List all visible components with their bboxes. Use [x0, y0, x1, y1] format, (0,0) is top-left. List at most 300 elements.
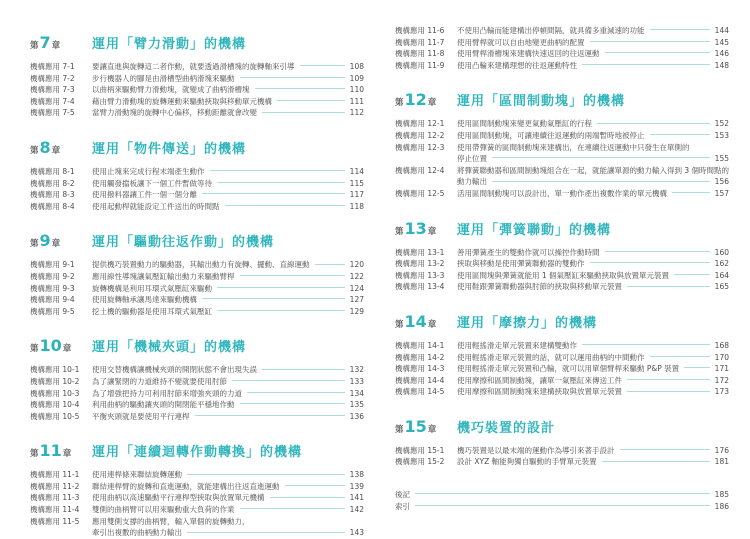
- entry-line: [92, 96, 364, 108]
- entry-line: [457, 375, 729, 387]
- entry-lines: [457, 247, 729, 259]
- entry-lines: [457, 118, 729, 130]
- leader-line: [627, 286, 710, 287]
- entry-title: 使用交替機構讓機械夾頭的開閉狀態不會出現失誤: [92, 365, 257, 375]
- entry-line: [457, 188, 729, 200]
- entry-number-label: 機構應用 13-4: [395, 282, 445, 292]
- page-number: 111: [349, 96, 364, 106]
- toc-entry: [30, 178, 364, 190]
- chapter-heading: [30, 138, 364, 157]
- entry-title: 挾取與移動是使用彈簧聯動器的雙動作: [457, 259, 585, 269]
- entry-number-label: 機構應用 12-5: [395, 188, 445, 198]
- chapter-number: 15: [404, 416, 427, 436]
- page-number: 171: [714, 364, 729, 374]
- toc-entry: [30, 73, 364, 85]
- chapter-number: 10: [39, 336, 62, 356]
- entry-lines: [92, 73, 364, 85]
- chapter-prefix-label: 第: [30, 344, 39, 355]
- entry-title: 使用輕搖滑走單元裝置的話，就可以運用曲柄的中間動作: [457, 352, 645, 362]
- leader-line: [255, 88, 345, 89]
- entry-title: 將彈簧聯動器和區間制動塊組合在一起，就能讓單源的動力輸入得到 3 個時間點的: [457, 165, 730, 175]
- leader-line: [590, 41, 710, 42]
- entry-title: 使用輕搖滑走單元裝置來建構雙動作: [457, 340, 577, 350]
- chapter-number: 9: [39, 231, 51, 251]
- entry-number-label: 機構應用 8-2: [30, 178, 75, 188]
- page-number: 168: [714, 340, 729, 350]
- chapter-prefix-label: 第: [30, 145, 39, 156]
- entry-title: 當臂力滑動塊的旋轉中心偏移，移動距離就會改變: [92, 108, 257, 118]
- toc-entry: [395, 118, 729, 130]
- leader-line: [650, 134, 710, 135]
- leader-line: [270, 497, 345, 498]
- toc-entry: [395, 25, 729, 37]
- chapter-suffix-label: 章: [427, 424, 437, 435]
- entry-number-label: 機構應用 9-2: [30, 271, 75, 281]
- entry-number-label: 機構應用 11-8: [395, 49, 445, 59]
- entry-lines: [457, 386, 729, 398]
- page-number: 110: [349, 85, 364, 95]
- entry-title: 步行機器人的腳是由滑槽型曲柄滑塊來驅動: [92, 73, 235, 83]
- entry-lines: [92, 492, 364, 504]
- entry-number-label: 機構應用 12-4: [395, 165, 445, 175]
- entry-number-label: 機構應用 15-2: [395, 457, 445, 467]
- entry-line: [92, 61, 364, 73]
- page-number: 117: [349, 190, 364, 200]
- page-number: 165: [714, 282, 729, 292]
- page-number: 186: [714, 501, 729, 511]
- chapter-heading: [30, 336, 364, 355]
- toc-entry: [30, 259, 364, 271]
- entry-title: 使用區間制動塊來變更氣動氣壓缸的行程: [457, 119, 592, 129]
- leader-line: [240, 77, 345, 78]
- entry-title: 不使用凸輪而能建構出停頓間隔，就具備多重減速的功能: [457, 26, 645, 35]
- entry-title: 應用雙側支撐的曲柄臂，輸入單個的旋轉動力，: [92, 516, 250, 526]
- entry-lines: [457, 445, 729, 457]
- entry-lines: [457, 188, 729, 200]
- leader-line: [217, 310, 345, 311]
- leader-line: [415, 505, 710, 506]
- page-number: 160: [714, 247, 729, 257]
- toc-entry: [30, 388, 364, 400]
- entry-lines: [92, 259, 364, 271]
- leader-line: [597, 123, 710, 124]
- page-number: 152: [714, 119, 729, 129]
- entry-title: 使用摩擦和區間制動塊，讓單一氣壓缸來傳送工件: [457, 375, 622, 385]
- toc-entry: [395, 501, 729, 513]
- entry-lines: [92, 399, 364, 411]
- toc-entry: [395, 60, 729, 72]
- toc-entry: [30, 492, 364, 504]
- leader-line: [582, 344, 710, 345]
- page-number: 138: [349, 470, 364, 480]
- entry-title: 動力輸出: [457, 177, 487, 187]
- toc-entry: [30, 469, 364, 481]
- entry-title: 使用旋轉軸承讓馬達來驅動機構: [92, 295, 197, 305]
- entry-line: [92, 527, 364, 539]
- entry-line: [457, 340, 729, 352]
- entry-title: 使用帶彈簧的區間制動塊來建構出，在連續往返運動中只發生在單側的: [457, 142, 690, 152]
- leader-line: [202, 193, 345, 194]
- entry-number-label: 機構應用 9-1: [30, 260, 75, 270]
- leader-line: [247, 392, 345, 393]
- chapter-heading: [30, 231, 364, 250]
- leader-line: [240, 403, 345, 404]
- entry-line: [92, 306, 364, 318]
- toc-entry: [395, 142, 729, 165]
- chapter-prefix-label: 第: [30, 239, 39, 250]
- page-number: 185: [714, 490, 729, 500]
- entry-line: [395, 489, 729, 501]
- chapter-heading: [30, 33, 364, 52]
- toc-entry: [30, 306, 364, 318]
- entry-lines: [395, 489, 729, 501]
- entry-number-label: 機構應用 15-1: [395, 445, 445, 455]
- entry-lines: [92, 469, 364, 481]
- entry-lines: [92, 201, 364, 213]
- entry-lines: [457, 130, 729, 142]
- page-number: 129: [349, 306, 364, 316]
- entry-lines: [457, 165, 729, 188]
- chapter-number-badge: [30, 441, 92, 460]
- leader-line: [590, 262, 710, 263]
- toc-entry: [395, 165, 729, 188]
- entry-lines: [92, 388, 364, 400]
- leader-line: [262, 112, 345, 113]
- chapter-heading: [395, 90, 729, 109]
- toc-entry: [395, 340, 729, 352]
- entry-title: 設計 XYZ 軸能夠獨自驅動的手臂單元裝置: [457, 457, 597, 467]
- entry-number-label: 機構應用 14-2: [395, 352, 445, 362]
- toc-entry: [395, 130, 729, 142]
- entry-line: [92, 73, 364, 85]
- entry-lines: [457, 375, 729, 387]
- chapter-number: 12: [404, 90, 427, 110]
- chapter-number-badge: [30, 138, 92, 157]
- entry-line: [92, 271, 364, 283]
- entry-lines: [457, 363, 729, 375]
- chapter-number-badge: [30, 33, 92, 52]
- entry-title: 使用連桿條來聯結旋轉運動: [92, 470, 182, 480]
- chapter-suffix-label: 章: [427, 98, 437, 109]
- leader-line: [315, 264, 345, 265]
- toc-entry: [395, 445, 729, 457]
- entry-title: 使用觸發擋板讓下一個工件暫做等待: [92, 178, 212, 188]
- entry-title: 使用止塊來完成行程末端產生動作: [92, 166, 205, 176]
- toc-entry: [395, 352, 729, 364]
- entry-line: [92, 84, 364, 96]
- chapter-heading: [395, 312, 729, 331]
- entry-lines: [92, 96, 364, 108]
- toc-entry: [30, 283, 364, 295]
- page-number: 143: [349, 528, 364, 538]
- toc-entry: [30, 376, 364, 388]
- toc-entry: [395, 48, 729, 60]
- entry-number-label: 機構應用 8-1: [30, 166, 75, 176]
- toc-entry: [395, 489, 729, 501]
- entry-number-label: 機構應用 7-4: [30, 96, 75, 106]
- toc-entry: [30, 189, 364, 201]
- chapter-prefix-label: 第: [30, 41, 39, 51]
- entry-title: 使用凸輪來建構理想的往返運動特性: [457, 60, 577, 70]
- entry-title: 為了增強把持力可利用肘節來增強夾頭的力道: [92, 388, 242, 398]
- leader-line: [187, 474, 345, 475]
- toc-entry: [30, 271, 364, 283]
- chapter-prefix-label: 第: [30, 449, 39, 460]
- chapter-suffix-label: 章: [51, 239, 61, 250]
- entry-number-label: 機構應用 10-1: [30, 365, 80, 375]
- entry-lines: [457, 60, 729, 72]
- entry-number-label: 機構應用 11-4: [30, 505, 80, 515]
- page-number: 181: [714, 457, 729, 467]
- page-number: 135: [349, 400, 364, 410]
- chapter-title: 機巧裝置的設計: [457, 420, 556, 436]
- entry-lines: [92, 178, 364, 190]
- entry-line: [457, 165, 729, 177]
- toc-right-page: [395, 25, 729, 512]
- entry-number-label: 機構應用 14-1: [395, 340, 445, 350]
- entry-lines: [92, 411, 364, 423]
- entry-lines: [457, 340, 729, 352]
- entry-number-label: 機構應用 12-1: [395, 119, 445, 129]
- entry-title: 使用摩擦和區間制動塊來建構挾取與放置單元裝置: [457, 387, 622, 397]
- entry-title: 聯結連桿臂的旋轉和直進運動，就能建構出往返直進運動: [92, 481, 280, 491]
- entry-number-label: 機構應用 12-3: [395, 142, 445, 152]
- entry-line: [457, 37, 729, 49]
- entry-line: [457, 60, 729, 72]
- leader-line: [262, 369, 345, 370]
- entry-line: [457, 445, 729, 457]
- entry-lines: [457, 270, 729, 282]
- entry-lines: [92, 294, 364, 306]
- entry-number-label: 機構應用 7-2: [30, 73, 75, 83]
- entry-lines: [457, 352, 729, 364]
- toc-entry: [30, 399, 364, 411]
- entry-number-label: 機構應用 13-2: [395, 259, 445, 269]
- page-number: 118: [349, 201, 364, 211]
- entry-line: [92, 492, 364, 504]
- leader-line: [605, 52, 710, 53]
- page-number: 133: [349, 376, 364, 386]
- chapter-title: 運用「臂力滑動」的機構: [92, 37, 247, 52]
- entry-number-label: 機構應用 13-1: [395, 247, 445, 257]
- entry-title: 牽引出複數的曲柄動力輸出: [92, 528, 182, 538]
- page-number: 146: [714, 49, 729, 59]
- page-number: 120: [349, 260, 364, 270]
- entry-title: 停止位置: [457, 154, 487, 164]
- entry-title: 使用起動桿就能設定工件送出的時間點: [92, 201, 220, 211]
- entry-number-label: 機構應用 8-4: [30, 201, 75, 211]
- toc-entry: [395, 456, 729, 468]
- leader-line: [602, 461, 710, 462]
- entry-title: 利用曲柄的驅動讓夾頭的開閉能平穩地作動: [92, 400, 235, 410]
- chapter-title: 運用「摩擦力」的機構: [457, 315, 598, 331]
- entry-lines: [457, 142, 729, 165]
- page-number: 141: [349, 493, 364, 503]
- entry-number-label: 機構應用 14-4: [395, 375, 445, 385]
- entry-number-label: 機構應用 9-3: [30, 283, 75, 293]
- page-number: 114: [349, 166, 364, 176]
- entry-line: [457, 142, 729, 154]
- entry-line: [457, 48, 729, 60]
- entry-number-label: 機構應用 7-5: [30, 108, 75, 118]
- page-number: 173: [714, 387, 729, 397]
- leader-line: [240, 275, 345, 276]
- entry-line: [457, 118, 729, 130]
- entry-line: [92, 364, 364, 376]
- entry-title: 提供機巧裝置動力的驅動器，其輸出動力有旋轉、擺動、直線運動: [92, 260, 310, 270]
- entry-lines: [92, 107, 364, 119]
- chapter-number-badge: [395, 90, 457, 109]
- page-number: 136: [349, 411, 364, 421]
- toc-entry: [30, 201, 364, 213]
- toc-entry: [30, 107, 364, 119]
- leader-line: [650, 356, 710, 357]
- chapter-number-badge: [395, 417, 457, 436]
- leader-line: [217, 182, 345, 183]
- leader-line: [650, 29, 710, 30]
- entry-title: 應用線性導塊讓氣壓缸輸出動力來驅動臂桿: [92, 271, 235, 281]
- entry-title: 旋轉機構是利用耳環式氣壓缸來驅動: [92, 283, 212, 293]
- leader-line: [232, 380, 345, 381]
- leader-line: [187, 532, 345, 533]
- page-number: 156: [714, 177, 729, 187]
- leader-line: [620, 449, 710, 450]
- leader-line: [684, 367, 710, 368]
- entry-lines: [92, 306, 364, 318]
- chapter-number: 7: [39, 33, 51, 52]
- toc-entry: [30, 364, 364, 376]
- entry-line: [457, 258, 729, 270]
- page-number: 122: [349, 271, 364, 281]
- chapter-number: 13: [404, 218, 427, 238]
- entry-title: 藉由臂力滑動塊的旋轉運動來驅動挾取與移動單元機構: [92, 96, 272, 106]
- chapter-prefix-label: 第: [395, 98, 404, 109]
- entry-line: [457, 281, 729, 293]
- entry-line: [92, 411, 364, 423]
- entry-line: [92, 469, 364, 481]
- page-number: 109: [349, 73, 364, 83]
- entry-line: [395, 501, 729, 513]
- page-number: 153: [714, 130, 729, 140]
- entry-lines: [457, 258, 729, 270]
- toc-entry: [30, 504, 364, 516]
- chapter-suffix-label: 章: [427, 226, 437, 237]
- entry-line: [92, 259, 364, 271]
- entry-number-label: 機構應用 11-2: [30, 481, 80, 491]
- entry-title: 使用臂桿就可以自由地變更曲柄的配置: [457, 37, 585, 47]
- chapter-suffix-label: 章: [62, 344, 72, 355]
- entry-lines: [92, 376, 364, 388]
- entry-number-label: 機構應用 10-2: [30, 376, 80, 386]
- page-number: 127: [349, 295, 364, 305]
- entry-number-label: 機構應用 11-5: [30, 516, 80, 526]
- entry-title: 挖土機的驅動器是使用耳環式氣壓缸: [92, 306, 212, 316]
- page-number: 134: [349, 388, 364, 398]
- entry-number-label: 機構應用 11-7: [395, 37, 445, 47]
- entry-line: [92, 388, 364, 400]
- toc-entry: [395, 188, 729, 200]
- toc-entry: [395, 37, 729, 49]
- page-number: 157: [714, 188, 729, 198]
- toc-entry: [30, 61, 364, 73]
- chapter-title: 運用「彈簧聯動」的機構: [457, 222, 612, 238]
- entry-line: [92, 516, 364, 528]
- page-number: 145: [714, 37, 729, 47]
- entry-lines: [457, 25, 729, 37]
- entry-line: [92, 294, 364, 306]
- toc-entry: [395, 270, 729, 282]
- page-number: 142: [349, 505, 364, 515]
- chapter-prefix-label: 第: [395, 319, 404, 330]
- entry-lines: [395, 501, 729, 513]
- entry-line: [92, 481, 364, 493]
- entry-line: [92, 178, 364, 190]
- leader-line: [277, 100, 345, 101]
- entry-number-label: 機構應用 12-2: [395, 130, 445, 140]
- entry-line: [92, 107, 364, 119]
- entry-number-label: 機構應用 14-5: [395, 387, 445, 397]
- entry-title: 使用鞋跟彈簧聯動器與肘節的挾取與移動單元裝置: [457, 282, 622, 292]
- leader-line: [674, 274, 710, 275]
- toc-entry: [30, 166, 364, 178]
- leader-line: [582, 64, 710, 65]
- chapter-prefix-label: 第: [395, 424, 404, 435]
- toc-left-page: [30, 33, 364, 539]
- entry-line: [92, 166, 364, 178]
- entry-number-label: 機構應用 10-3: [30, 388, 80, 398]
- entry-title: 使用區間制動塊，可讓連續往返運動的兩端暫時地被停止: [457, 130, 645, 140]
- page-number: 112: [349, 108, 364, 118]
- entry-lines: [92, 504, 364, 516]
- chapter-suffix-label: 章: [51, 145, 61, 156]
- toc-entry: [395, 386, 729, 398]
- toc-entry: [395, 281, 729, 293]
- leader-line: [605, 251, 710, 252]
- entry-line: [457, 352, 729, 364]
- entry-title: 活用區間制動塊可以設計出，單一動作產出複數作業的單元機構: [457, 188, 667, 198]
- toc-entry: [395, 247, 729, 259]
- toc-entry: [395, 363, 729, 375]
- entry-title: 要讓直進與旋轉這二者作動，就要透過滑槽塊的旋轉軸來引導: [92, 62, 295, 71]
- leader-line: [300, 65, 345, 66]
- leader-line: [415, 493, 710, 494]
- entry-number-label: 機構應用 11-9: [395, 60, 445, 70]
- entry-title: 索引: [395, 501, 410, 511]
- entry-line: [92, 189, 364, 201]
- entry-lines: [457, 37, 729, 49]
- entry-lines: [92, 364, 364, 376]
- entry-number-label: 機構應用 10-5: [30, 411, 80, 421]
- entry-title: 雙側的曲柄臂可以用來驅動重大負荷的作業: [92, 505, 235, 515]
- toc-entry: [30, 411, 364, 423]
- entry-title: 善用彈簧產生的雙動作就可以操控作動時間: [457, 247, 600, 257]
- leader-line: [672, 192, 710, 193]
- entry-number-label: 機構應用 14-3: [395, 364, 445, 374]
- entry-number-label: 機構應用 10-4: [30, 400, 80, 410]
- entry-title: 使用撥料器讓工件一個一個分離: [92, 190, 197, 200]
- leader-line: [195, 415, 345, 416]
- entry-line: [92, 376, 364, 388]
- leader-line: [225, 205, 345, 206]
- entry-title: 使用臂桿滑槽塊來建構快速返回的往返運動: [457, 49, 600, 59]
- chapter-suffix-label: 章: [51, 41, 61, 51]
- page-number: 148: [714, 60, 729, 70]
- entry-line: [92, 504, 364, 516]
- entry-line: [457, 270, 729, 282]
- leader-line: [210, 170, 345, 171]
- entry-number-label: 機構應用 13-3: [395, 270, 445, 280]
- entry-number-label: 機構應用 11-6: [395, 26, 445, 35]
